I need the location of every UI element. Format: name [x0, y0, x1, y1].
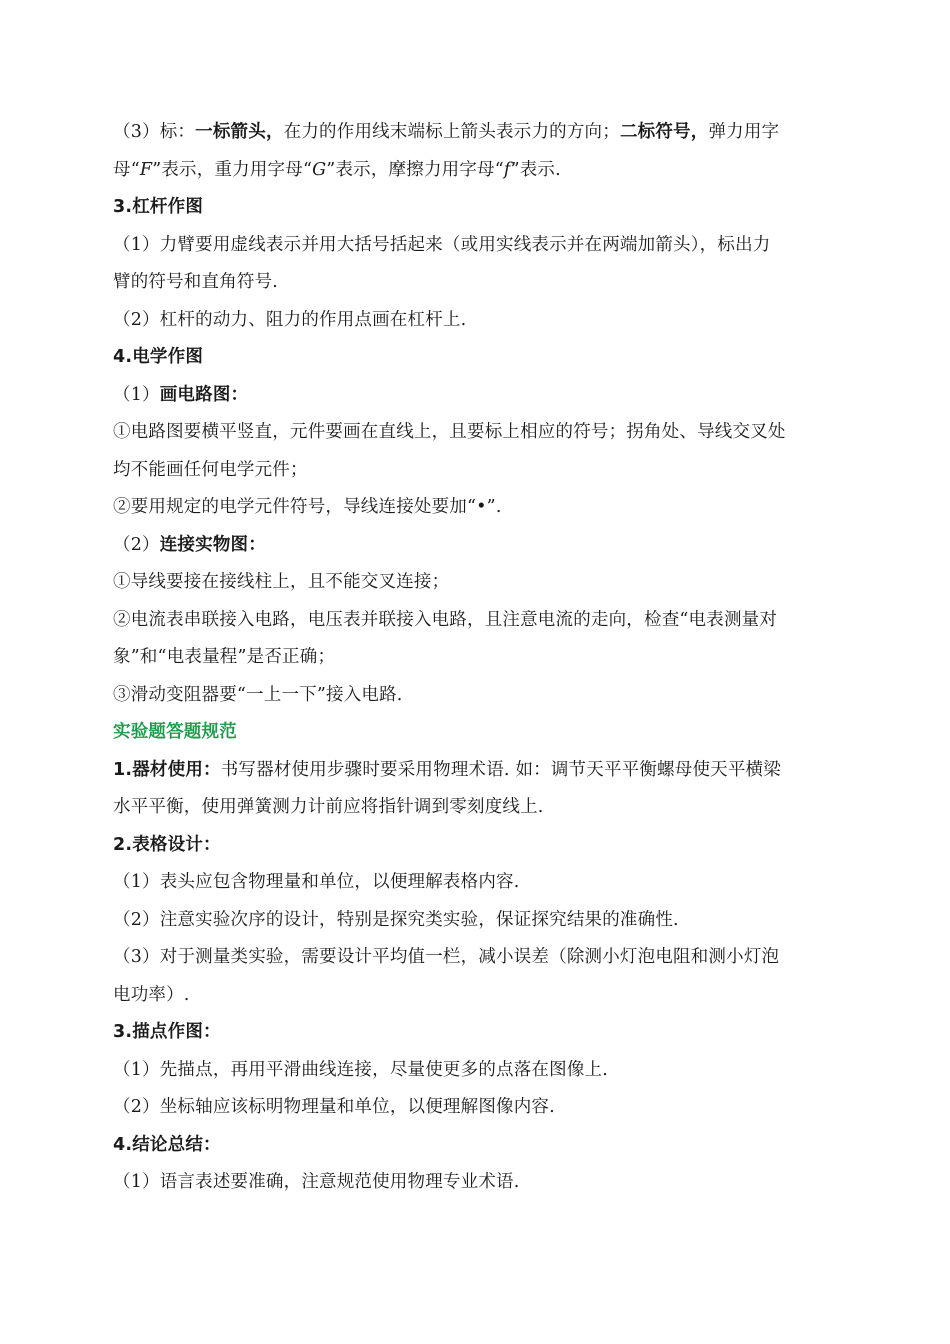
- text-span: 母“: [113, 159, 140, 180]
- paragraph-line: 电功率）.: [113, 984, 190, 1005]
- paragraph-line: ③滑动变阻器要“一上一下”接入电路.: [113, 684, 403, 705]
- section-heading-table-design: 2.表格设计：: [113, 834, 221, 855]
- mark-rule-line-2: [113, 152, 841, 190]
- section-heading-lever: 3.杠杆作图: [113, 197, 204, 217]
- symbol-G: G: [312, 159, 327, 180]
- section-heading-electric: 4.电学作图: [113, 347, 204, 367]
- paragraph-line: ①电路图要横平竖直，元件要画在直线上，且要标上相应的符号；拐角处、导线交叉处: [113, 422, 786, 442]
- text-span: ”表示，重力用字母“: [152, 159, 313, 180]
- text-span: （2）: [113, 534, 160, 555]
- bold-term-arrow: 一标箭头，: [195, 122, 284, 142]
- text-span: ”表示.: [510, 159, 561, 180]
- paragraph-line: 臂的符号和直角符号.: [113, 272, 279, 292]
- paragraph-line: （2）坐标轴应该标明物理量和单位，以便理解图像内容.: [113, 1097, 555, 1117]
- bold-term-symbol: 二标符号，: [619, 122, 709, 142]
- bold-subheading: 连接实物图：: [159, 534, 266, 555]
- paragraph-line: ②要用规定的电学元件符号，导线连接处要加“•”.: [113, 497, 502, 517]
- paragraph-line: 水平平衡，使用弹簧测力计前应将指针调到零刻度线上.: [113, 797, 544, 817]
- paragraph-line: （1）表头应包含物理量和单位，以便理解表格内容.: [113, 872, 520, 892]
- subheading-circuit-diagram: [113, 377, 841, 415]
- text-span: （3）标：: [113, 122, 196, 142]
- paragraph-line: （1）力臂要用虚线表示并用大括号括起来（或用实线表示并在两端加箭头），标出力: [113, 234, 771, 255]
- paragraph-line: 均不能画任何电学元件；: [113, 459, 308, 480]
- paragraph-line: ①导线要接在接线柱上，且不能交叉连接；: [113, 572, 450, 592]
- paragraph-line: ②电流表串联接入电路，电压表并联接入电路，且注意电流的走向，检查“电表测量对: [113, 609, 778, 630]
- document-page: [113, 114, 841, 1202]
- bold-subheading: 画电路图：: [159, 384, 249, 405]
- paragraph-line: （3）对于测量类实验，需要设计平均值一栏，减小误差（除测小灯泡电阻和测小灯泡: [113, 947, 780, 967]
- symbol-f: f: [503, 159, 511, 180]
- paragraph-line: （1）语言表述要准确，注意规范使用物理专业术语.: [113, 1172, 520, 1192]
- paragraph-line: （1）先描点，再用平滑曲线连接，尽量使更多的点落在图像上.: [113, 1059, 608, 1080]
- symbol-F: F: [139, 159, 153, 180]
- text-span: 书写器材使用步骤时要采用物理术语. 如：调节天平平衡螺母使天平横梁: [220, 759, 781, 780]
- paragraph-line: （2）杠杆的动力、阻力的作用点画在杠杆上.: [113, 309, 467, 330]
- paragraph-line: 象”和“电表量程”是否正确；: [113, 647, 336, 667]
- section-heading-conclusion: 4.结论总结：: [113, 1134, 221, 1155]
- subheading-physical-connection: [113, 527, 841, 565]
- text-span: ”表示，摩擦力用字母“: [326, 159, 504, 180]
- text-span: 在力的作用线末端标上箭头表示力的方向；: [283, 122, 620, 142]
- text-span: 弹力用字: [708, 122, 780, 142]
- text-span: （1）: [113, 384, 160, 405]
- section-title-experiment-norms: 实验题答题规范: [113, 722, 237, 742]
- mark-rule-line-1: [113, 114, 841, 152]
- section-heading-plotting: 3.描点作图：: [113, 1022, 221, 1042]
- equipment-use-line: [113, 752, 841, 790]
- paragraph-line: （2）注意实验次序的设计，特别是探究类实验，保证探究结果的准确性.: [113, 909, 679, 930]
- bold-heading: 1.器材使用：: [113, 759, 221, 780]
